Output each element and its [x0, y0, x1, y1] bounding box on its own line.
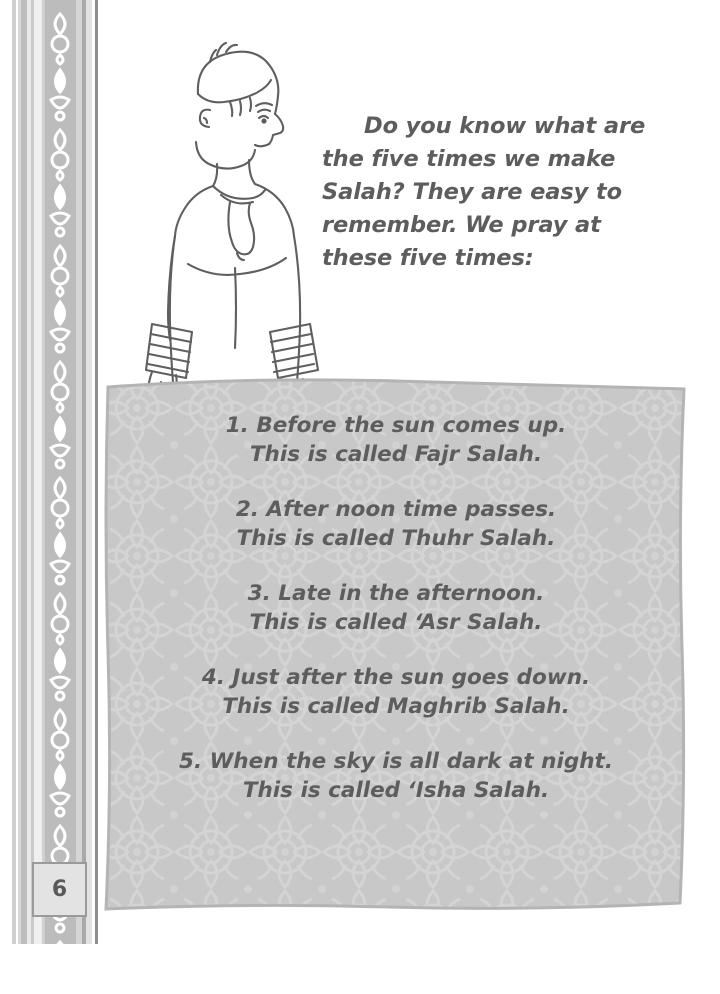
border-motif [45, 472, 75, 530]
border-motif [45, 646, 75, 704]
border-motif [45, 762, 75, 820]
list-item [100, 495, 692, 553]
list-item [100, 579, 692, 637]
page-bottom-edge [0, 944, 720, 961]
border-motif [45, 414, 75, 472]
list-item-line1: 3. Late in the afternoon. [247, 581, 545, 606]
border-motif-column [45, 0, 75, 961]
intro-paragraph: Do you know what are the five times we make Salah? They are easy to remember. We pray at these five times: [322, 113, 646, 271]
list-item-line2: This is called Thuhr Salah. [236, 526, 556, 551]
ornamental-side-border [0, 0, 98, 961]
border-motif [45, 66, 75, 124]
border-motif [45, 182, 75, 240]
border-motif [45, 298, 75, 356]
list-item-line2: This is called Maghrib Salah. [222, 694, 570, 719]
border-inner-rule [12, 0, 16, 961]
border-motif [45, 588, 75, 646]
list-item [100, 747, 692, 805]
border-motif [45, 124, 75, 182]
list-item-line1: 5. When the sky is all dark at night. [178, 749, 613, 774]
border-motif [45, 240, 75, 298]
boy-illustration [118, 32, 348, 402]
border-motif [45, 8, 75, 66]
list-item-line1: 2. After noon time passes. [235, 497, 557, 522]
list-item-line2: This is called Fajr Salah. [249, 442, 543, 467]
border-motif [45, 356, 75, 414]
list-item [100, 663, 692, 721]
prayer-times-list [100, 411, 692, 805]
ornamental-grey-panel [100, 371, 692, 911]
border-outer-rule [95, 0, 98, 961]
border-motif [45, 530, 75, 588]
list-item [100, 411, 692, 469]
list-item-line2: This is called ‘Isha Salah. [242, 778, 550, 803]
list-item-line1: 1. Before the sun comes up. [225, 413, 567, 438]
border-motif [45, 704, 75, 762]
list-item-line1: 4. Just after the sun goes down. [201, 665, 591, 690]
page-number: 6 [32, 862, 87, 917]
list-item-line2: This is called ‘Asr Salah. [249, 610, 543, 635]
